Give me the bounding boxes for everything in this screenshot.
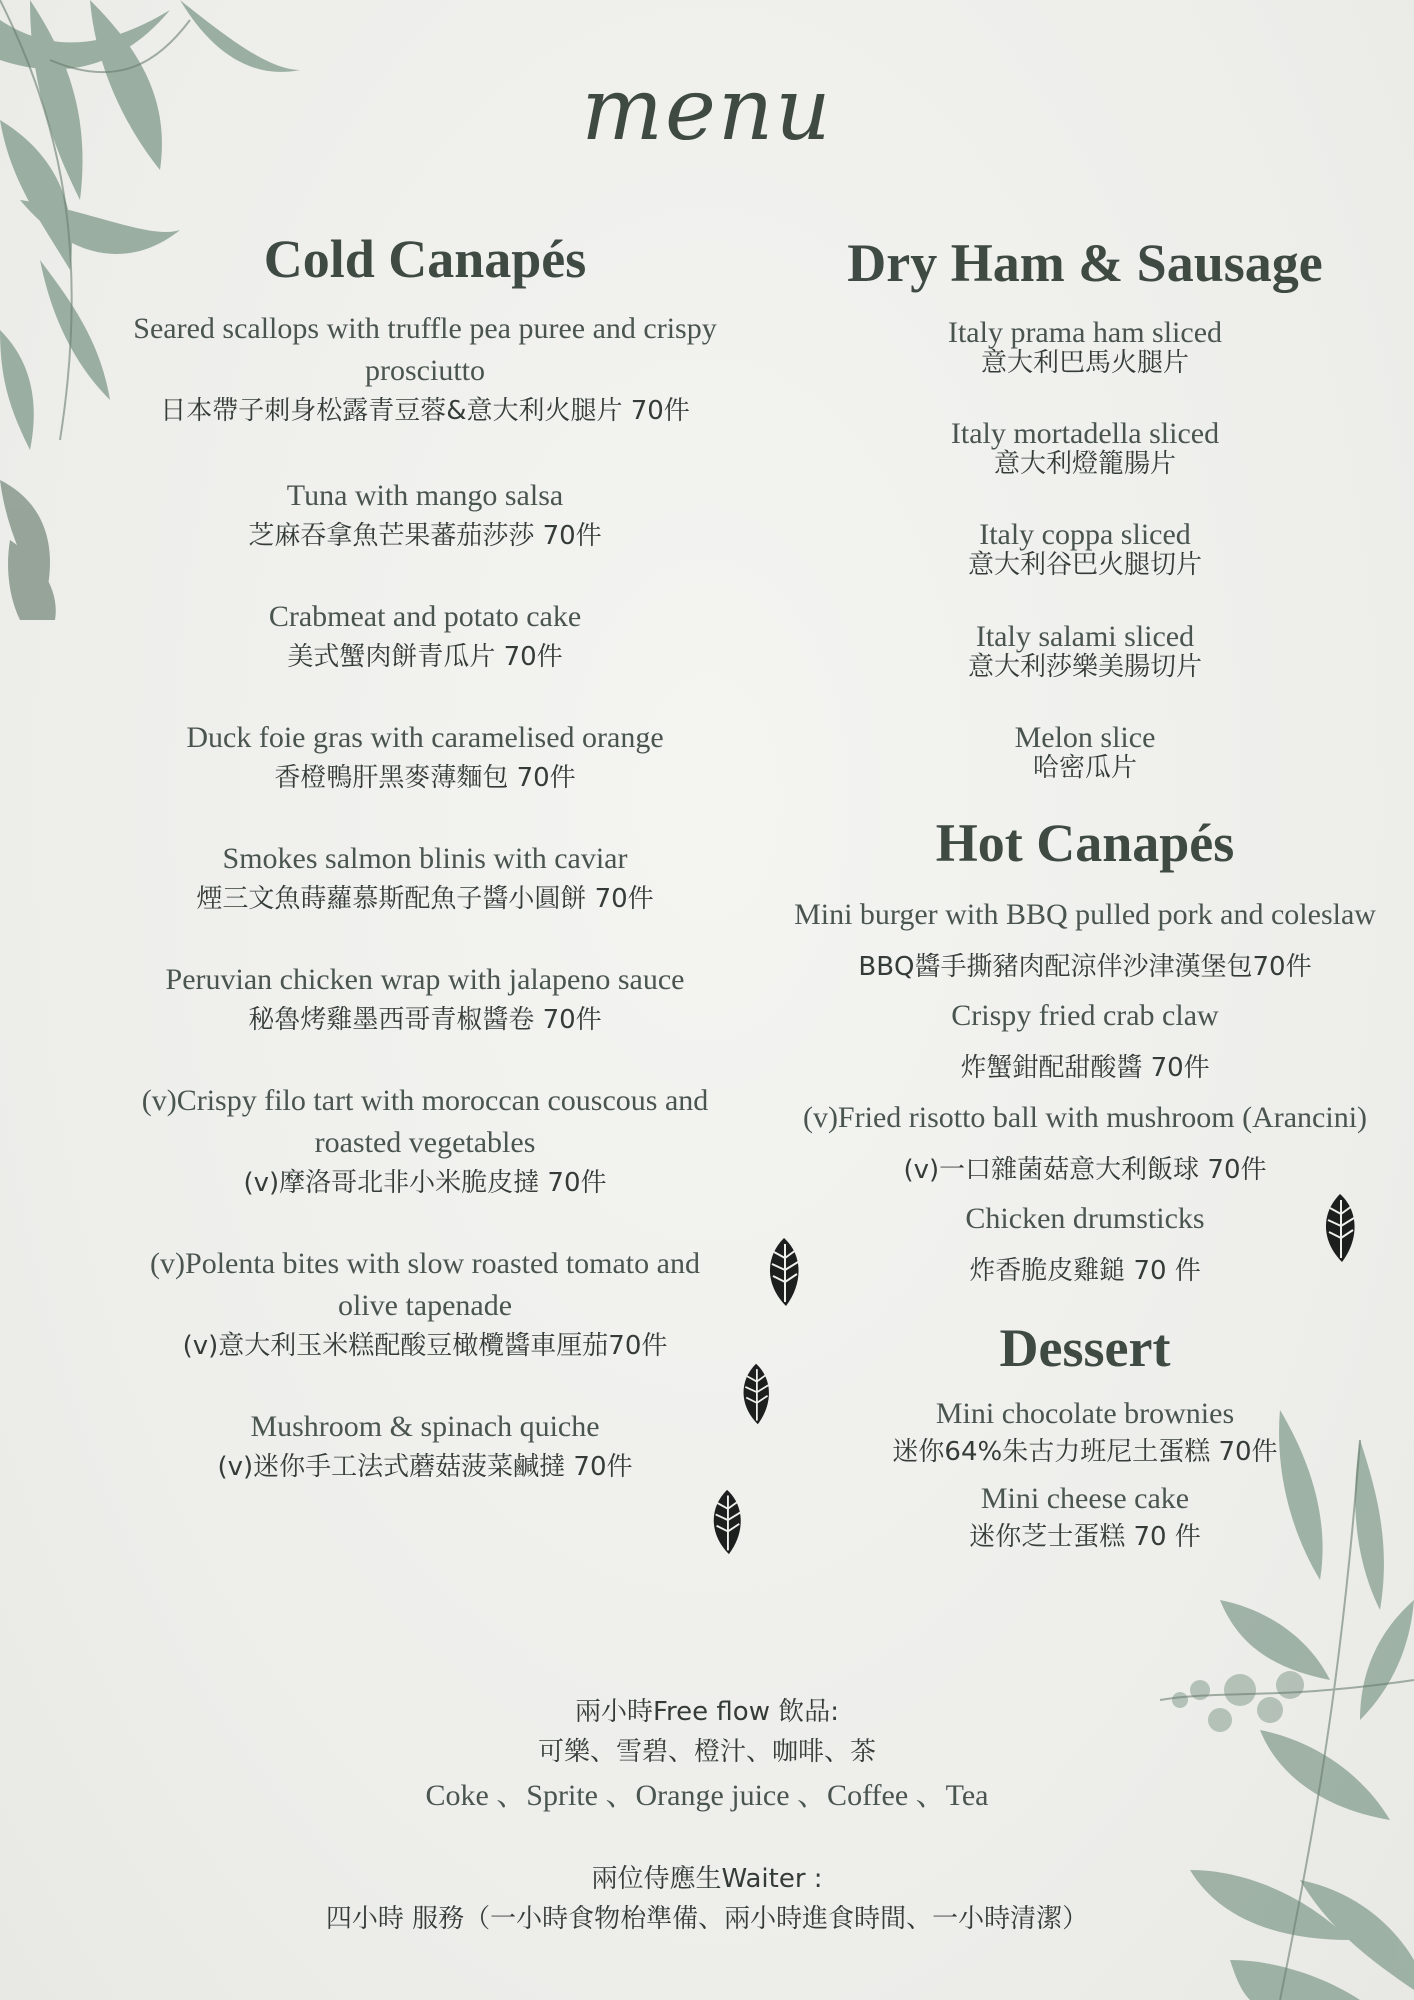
menu-item	[790, 419, 1380, 480]
item-name-en: Seared scallops with truffle pea puree and crispy prosciutto	[133, 312, 717, 388]
item-name-en: Chicken drumsticks	[965, 1201, 1205, 1235]
leaf-icon	[706, 1488, 748, 1556]
dry-ham-list	[790, 318, 1380, 784]
menu-item	[790, 1001, 1380, 1084]
item-name-en: Crabmeat and potato cake	[268, 600, 582, 634]
menu-item	[85, 1406, 765, 1487]
menu-title: menu	[581, 60, 833, 160]
menu-item	[790, 619, 1380, 683]
item-name-zh: 意大利巴馬火腿片	[980, 348, 1189, 379]
section-heading: Dessert	[999, 1317, 1171, 1378]
item-name-en: Italy mortadella sliced	[950, 417, 1220, 451]
item-name-en: (v)Crispy filo tart with moroccan couscous and roasted vegetables	[141, 1084, 709, 1160]
item-name-zh: (v)迷你手工法式蘑菇菠菜鹹撻 70件	[217, 1452, 633, 1483]
menu-item	[85, 1080, 765, 1203]
item-name-zh: 煙三文魚蒔蘿慕斯配魚子醬小圓餅 70件	[196, 884, 654, 915]
item-name-en: Mushroom & spinach quiche	[250, 1410, 600, 1444]
item-name-en: Melon slice	[1014, 720, 1156, 754]
item-name-zh: (v)一口雜菌菇意大利飯球 70件	[903, 1154, 1267, 1185]
item-name-zh: 意大利谷巴火腿切片	[967, 550, 1202, 581]
item-name-en: Crispy fried crab claw	[951, 999, 1219, 1033]
leaf-icon	[762, 1236, 806, 1308]
drinks-list-zh: 可樂、雪碧、橙汁、咖啡、茶	[537, 1737, 876, 1768]
menu-item	[85, 717, 765, 798]
item-name-zh: 香橙鴨肝黑麥薄麵包 70件	[274, 763, 576, 794]
item-name-en: Mini cheese cake	[980, 1482, 1190, 1516]
item-name-en: Duck foie gras with caramelised orange	[186, 721, 664, 755]
menu-item	[85, 596, 765, 677]
section-heading: Cold Canapés	[263, 229, 587, 289]
section-heading: Hot Canapés	[935, 813, 1235, 874]
item-name-en: Italy coppa sliced	[979, 518, 1191, 552]
item-name-en: Mini burger with BBQ pulled pork and coleslaw	[794, 898, 1376, 932]
item-name-zh: 日本帶子刺身松露青豆蓉&意大利火腿片 70件	[160, 396, 690, 427]
item-name-zh: (v)摩洛哥北非小米脆皮撻 70件	[243, 1168, 607, 1199]
item-name-zh: 哈密瓜片	[1032, 752, 1137, 783]
item-name-zh: (v)意大利玉米糕配酸豆橄欖醬車厘茄70件	[182, 1331, 668, 1362]
item-name-en: Italy prama ham sliced	[947, 316, 1223, 350]
waiter-detail: 四小時 服務（一小時食物枱準備、兩小時進食時間、一小時清潔）	[325, 1904, 1089, 1935]
drinks-title: 兩小時Free flow 飲品:	[574, 1697, 839, 1727]
menu-item	[790, 1396, 1380, 1468]
footer	[0, 1692, 1414, 1940]
item-name-zh: 意大利莎樂美腸切片	[967, 651, 1202, 682]
menu-item	[790, 1201, 1380, 1287]
item-name-en: (v)Polenta bites with slow roasted tomato and olive tapenade	[150, 1247, 700, 1323]
menu-item	[85, 308, 765, 431]
menu-item	[85, 838, 765, 919]
item-name-zh: BBQ醬手撕豬肉配涼伴沙津漢堡包70件	[858, 952, 1312, 983]
item-name-en: Tuna with mango salsa	[286, 479, 564, 513]
right-column	[790, 232, 1380, 1571]
menu-item	[790, 1484, 1380, 1553]
item-name-en: Smokes salmon blinis with caviar	[222, 842, 628, 876]
menu-item	[790, 520, 1380, 581]
dessert-list	[790, 1396, 1380, 1553]
item-name-zh: 迷你芝士蛋糕 70 件	[969, 1522, 1201, 1553]
item-name-zh: 意大利燈籠腸片	[993, 449, 1176, 480]
item-name-zh: 迷你64%朱古力班尼土蛋糕 70件	[892, 1436, 1278, 1467]
menu-item	[790, 720, 1380, 784]
menu-item	[790, 1100, 1380, 1186]
spacer	[0, 1819, 1414, 1859]
hot-canapes-list	[790, 900, 1380, 1287]
leaf-icon	[1318, 1192, 1362, 1264]
waiter-title: 兩位侍應生Waiter :	[591, 1864, 823, 1895]
leaf-icon	[736, 1362, 776, 1426]
item-name-en: (v)Fried risotto ball with mushroom (Arancini)	[802, 1100, 1368, 1134]
menu-item	[85, 475, 765, 556]
menu-item	[85, 1243, 765, 1366]
menu-item	[790, 900, 1380, 983]
item-name-zh: 秘魯烤雞墨西哥青椒醬卷 70件	[248, 1005, 602, 1036]
drinks-list-en: Coke 、Sprite 、Orange juice 、Coffee 、Tea	[425, 1778, 989, 1812]
item-name-en: Peruvian chicken wrap with jalapeno sauce	[165, 963, 685, 997]
menu-item	[790, 318, 1380, 379]
item-name-zh: 炸蟹鉗配甜酸醬 70件	[960, 1053, 1210, 1084]
item-name-zh: 炸香脆皮雞鎚 70 件	[969, 1255, 1201, 1286]
item-name-zh: 美式蟹肉餅青瓜片 70件	[287, 642, 563, 673]
cold-canapes-section	[85, 228, 765, 1513]
item-name-zh: 芝麻吞拿魚芒果蕃茄莎莎 70件	[248, 521, 602, 552]
section-heading: Dry Ham & Sausage	[847, 233, 1323, 293]
menu-item	[85, 959, 765, 1040]
item-name-en: Italy salami sliced	[975, 619, 1195, 653]
item-name-en: Mini chocolate brownies	[935, 1396, 1235, 1430]
